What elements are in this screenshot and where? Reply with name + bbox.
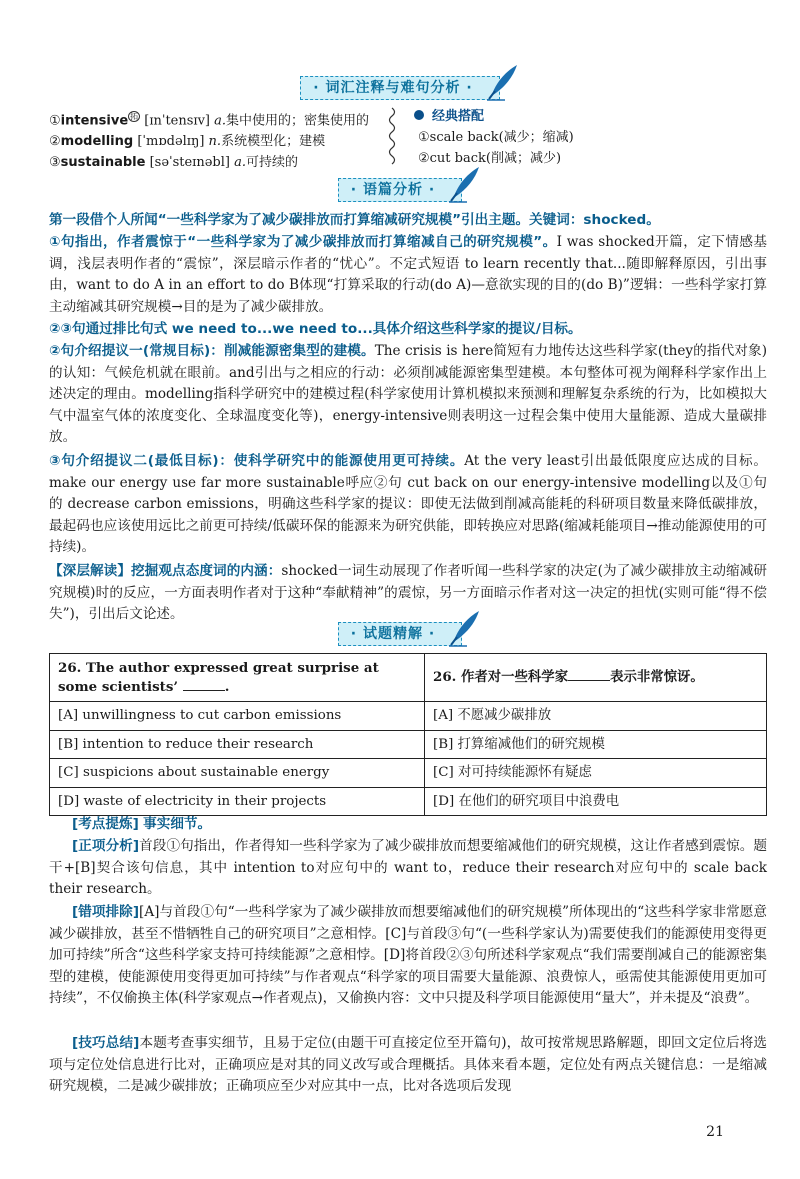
questions-banner-row — [0, 622, 800, 646]
skill-text: 本题考查事实细节，且易于定位(由题干可直接定位至开篇句)，故可按常规思路解题，即回文定位后将选项与定位处信息进行比对，正确项应是对其的同义改写或合理概括。具体来看本题，定位处有两点关键信息：一是缩减研究规模，二是减少碳排放；正确项应至少对应其中一点，比对各选项后发现 — [49, 1035, 767, 1095]
vocab-pos: a. — [214, 113, 227, 129]
stem-end: . — [224, 678, 230, 695]
analysis-deep-reading — [49, 561, 767, 626]
passage-section-banner: · 语篇分析 · — [338, 178, 462, 202]
explain-wrong — [49, 902, 767, 1010]
vocab-phonetic: [ˈmɒdəlɪŋ] — [137, 134, 205, 150]
point-text: 事实细节。 — [143, 816, 212, 832]
questions-section-banner: · 试题精解 · — [338, 622, 462, 646]
vocab-item — [49, 131, 389, 152]
option-cn: [B] 打算缩减他们的研究规模 — [425, 730, 767, 759]
extension-mark: 拓 — [130, 112, 139, 121]
option-cn: [C] 对可持续能源怀有疑虑 — [425, 759, 767, 788]
deep-reading-tag: 【深层解读】 — [49, 563, 132, 579]
para-heading: ②③句通过排比句式 we need to...we need to...具体介绍这些科学家的提议/目标。 — [49, 321, 582, 337]
option-en: [D] waste of electricity in their projects — [50, 787, 425, 816]
vocab-word: sustainable — [60, 155, 146, 171]
para-body: shocked一词生动展现了作者听闻一些科学家的决定(为了减少碳排放主动缩减研究规模)时的反应，一方面表明作者对于这种“奉献精神”的震惊，另一方面暗示作者对这一决定的担忧(实则可能“得不偿失”)，引出后文论述。 — [49, 563, 767, 623]
passage-banner-row — [0, 178, 800, 202]
vocab-phonetic: [səˈsteɪnəbl] — [149, 155, 230, 171]
collocation-title-text: 经典搭配 — [432, 109, 485, 124]
collocation-title — [392, 106, 612, 127]
quill-pen-icon — [447, 609, 483, 647]
vocab-pos: n. — [208, 134, 222, 150]
para-lead: 挖掘观点态度词的内涵： — [131, 563, 282, 579]
vocab-list — [49, 106, 389, 173]
question-table — [49, 653, 767, 816]
para-body: The crisis is here简短有力地传达这些科学家(they的指代对象)的认知：气候危机就在眼前。and引出与之相应的行动：必须削减能源密集型建模。本句整体可视为阐释科学家作出上述决定的理由。modelling指科学研究中的建模过程(科学家使用计算机模拟来预测和理解复杂系统的行为，比如模拟大气中温室气体的浓度变化、全球温度变化等)，energy-intensive则表明这一过程会集中使用大量能源、造成大量碳排放。 — [49, 343, 767, 446]
collocation-box — [392, 106, 612, 169]
vocab-banner-title: 词汇注释与难句分析 — [325, 80, 461, 96]
stem-end: 表示非常惊讶。 — [610, 669, 704, 685]
option-en: [C] suspicions about sustainable energy — [50, 759, 425, 788]
option-row — [50, 759, 767, 788]
explain-skill — [49, 1033, 767, 1098]
explain-correct — [49, 836, 767, 901]
analysis-para-1-head — [49, 210, 767, 232]
vocab-num: ① — [49, 113, 61, 129]
para-body: At the very least引出最低限度应达成的目标。make our energy use far more sustainable呼应②句 cut back on our energy-intensive modelling以及①句的 decrease carbon emissions，明确这些科学家的提议：即使无法做到削减高能耗的科研项目数量来降低碳排放，最起码也应该使用远比之前更可持续/低碳环保的能源来为研究供能，即转换应对思路(缩减耗能项目→推动能源使用的可持续)。 — [49, 453, 767, 556]
quill-pen-icon — [447, 165, 483, 203]
vocab-pos: a. — [234, 155, 246, 171]
option-row — [50, 787, 767, 816]
vocab-word: intensive — [60, 113, 129, 129]
vocab-def: 集中使用的；密集使用的 — [226, 113, 370, 129]
analysis-para-4 — [49, 341, 767, 449]
stem-text: 26. The author expressed great surprise at some scientists’ — [58, 659, 379, 695]
correct-tag: [正项分析] — [72, 838, 140, 854]
option-row — [50, 702, 767, 731]
explain-point — [72, 814, 767, 836]
stem-text: 26. 作者对一些科学家 — [433, 669, 569, 685]
bullet-icon — [414, 110, 424, 120]
para-heading: 第一段借个人所闻“一些科学家为了减少碳排放而打算缩减研究规模”引出主题。关键词：shocked。 — [49, 212, 660, 228]
question-stem-cn — [425, 654, 767, 702]
analysis-para-5 — [49, 451, 767, 559]
vocab-banner-row — [0, 76, 800, 100]
question-stem-en — [50, 654, 425, 702]
option-cn: [A] 不愿减少碳排放 — [425, 702, 767, 731]
collocation-item: ②cut back(削减；减少) — [418, 151, 562, 166]
analysis-para-2 — [49, 232, 767, 318]
wrong-text: [A]与首段①句“一些科学家为了减少碳排放而想要缩减他们的研究规模”所体现出的“这些科学家非常愿意减少碳排放，甚至不惜牺牲自己的研究项目”之意相悖。[C]与首段③句“(一些科学家认为)需要使我们的能源使用变得更加可持续”所含“这些科学家支持可持续能源”之意相悖。[D]将首段②③句所述科学家观点“我们需要削减自己的能源密集型的建模，使能源使用变得更加可持续”与作者观点“科学家的项目需要大量能源、浪费惊人，亟需使其能源使用更加可持续”，不仅偷换主体(科学家观点→作者观点)，又偷换内容：文中只提及科学项目能源使用“量大”，并未提及“浪费”。 — [49, 904, 767, 1007]
vocab-word: modelling — [60, 134, 134, 150]
answer-blank — [183, 679, 225, 691]
answer-blank — [568, 669, 610, 681]
para-lead: ②句介绍提议一(常规目标)：削减能源密集型的建模。 — [49, 343, 375, 359]
skill-tag: [技巧总结] — [72, 1035, 140, 1051]
wrong-tag: [错项排除] — [72, 904, 140, 920]
correct-text: 首段①句指出，作者得知一些科学家为了减少碳排放而想要缩减他们的研究规模，这让作者感到震惊。题干+[B]契合该句信息，其中 intention to对应句中的 want to，reduce their research对应句中的 scale back their research。 — [49, 838, 767, 898]
vocab-def: 可持续的 — [245, 155, 298, 171]
vocab-item — [49, 152, 389, 173]
para-body: I was shocked开篇，定下情感基调，浅层表明作者的“震惊”，深层暗示作者的“忧心”。不定式短语 to learn recently that...随即解释原因，引出事由，want to do A in an effort to do B体现“打算采取的行动(do A)—意欲实现的目的(do B)”逻辑：一些科学家打算主动缩减其研究规模→目的是为了减少碳排放。 — [49, 234, 767, 315]
question-stem-row — [50, 654, 767, 702]
spiral-binding-icon — [386, 106, 398, 168]
analysis-para-3-head — [49, 319, 767, 341]
vocab-num: ③ — [49, 155, 61, 171]
para-lead: ①句指出，作者震惊于“一些科学家为了减少碳排放而打算缩减自己的研究规模”。 — [49, 234, 557, 250]
option-en: [A] unwillingness to cut carbon emissions — [50, 702, 425, 731]
page-number: 21 — [706, 1124, 724, 1140]
vocab-phonetic: [ɪnˈtensɪv] — [144, 113, 210, 129]
vocab-section-banner: · 词汇注释与难句分析 · — [300, 76, 499, 100]
questions-banner-title: 试题精解 — [363, 626, 423, 642]
option-row — [50, 730, 767, 759]
vocab-item — [49, 106, 389, 131]
passage-banner-title: 语篇分析 — [363, 182, 423, 198]
point-tag: [考点提炼] — [72, 816, 139, 832]
option-cn: [D] 在他们的研究项目中浪费电 — [425, 787, 767, 816]
collocation-item: ①scale back(减少；缩减) — [418, 130, 574, 145]
vocab-def: 系统模型化；建模 — [221, 134, 326, 150]
quill-pen-icon — [485, 63, 521, 101]
option-en: [B] intention to reduce their research — [50, 730, 425, 759]
vocab-num: ② — [49, 134, 61, 150]
para-lead: ③句介绍提议二(最低目标)：使科学研究中的能源使用更可持续。 — [49, 453, 465, 469]
